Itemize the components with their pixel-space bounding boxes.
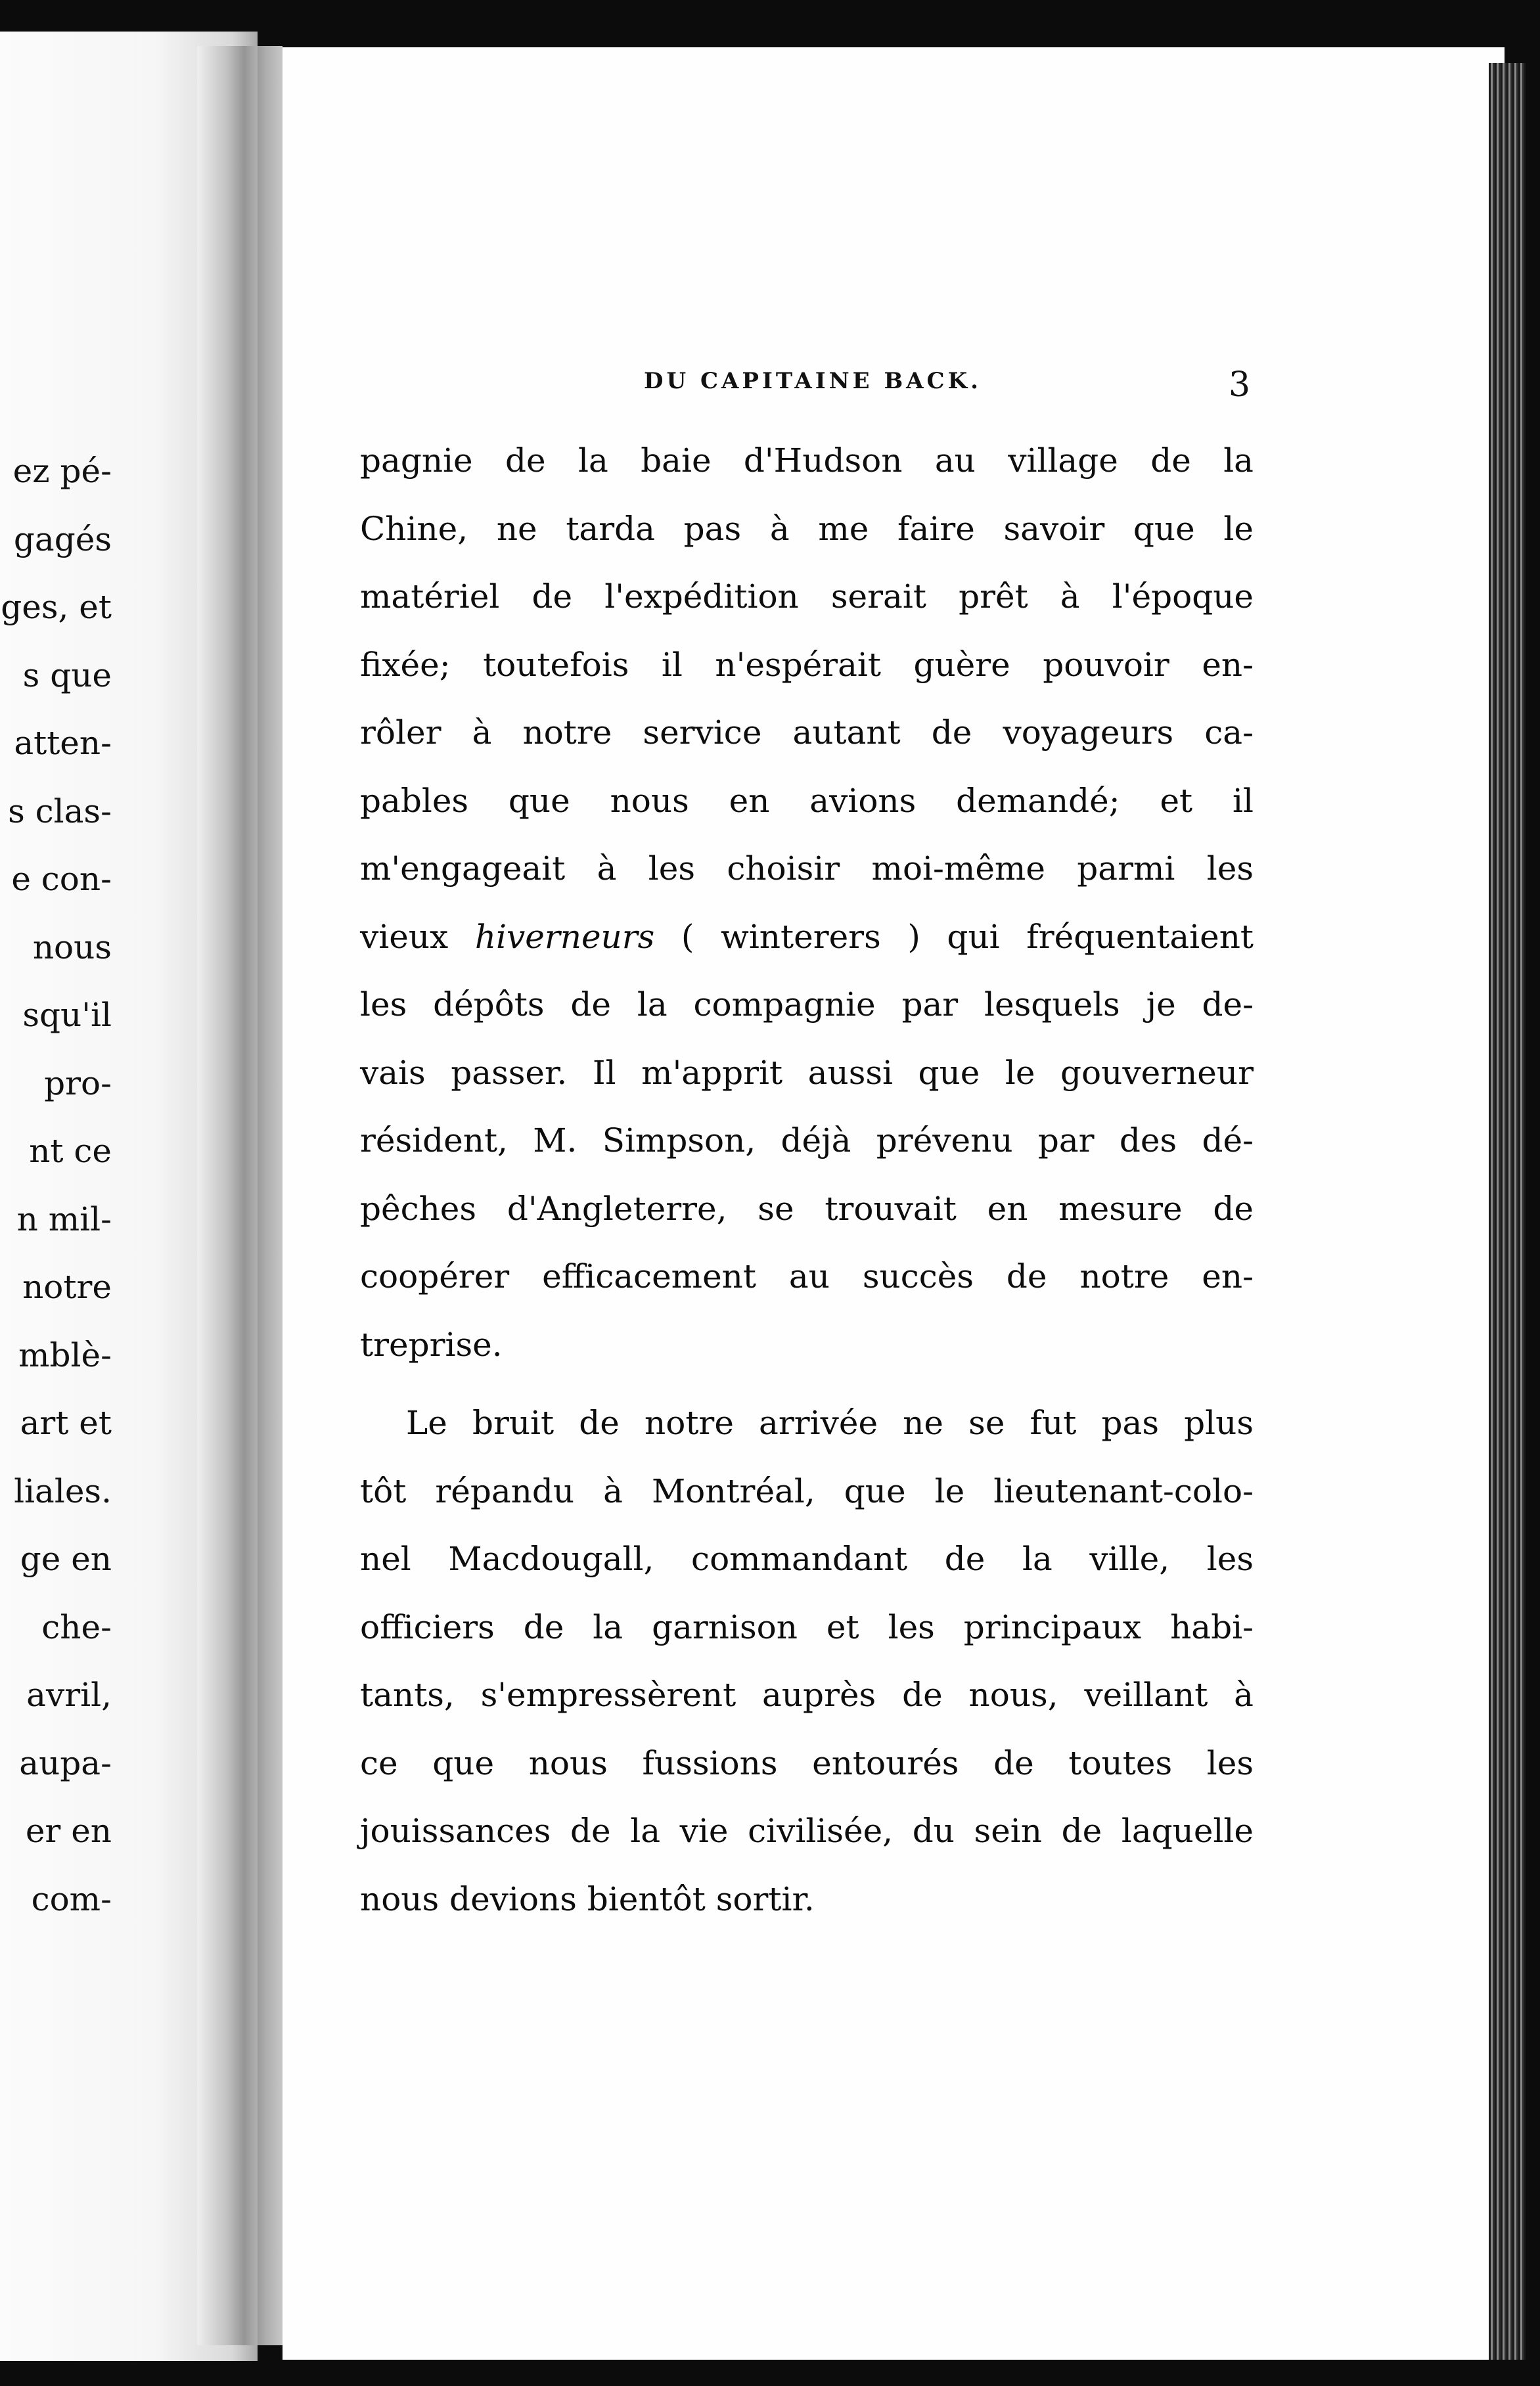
text-line: pêches d'Angleterre, se trouvait en mesure de (360, 1189, 1254, 1228)
book-gutter (197, 46, 283, 2345)
text-line: Le bruit de notre arrivée ne se fut pas plus (406, 1404, 1254, 1442)
text-line: ges, et (1, 588, 112, 626)
text-line: pables que nous en avions demandé; et il (360, 781, 1254, 820)
text-line: ce que nous fussions entourés de toutes les (360, 1744, 1254, 1782)
text-line: fixée; toutefois il n'espérait guère pouvoir en- (360, 645, 1254, 684)
text-line: matériel de l'expédition serait prêt à l'époque (360, 577, 1254, 616)
running-head: DU CAPITAINE BACK. (644, 368, 982, 394)
text-line: ez pé- (12, 452, 112, 490)
text-line: ge en (20, 1540, 112, 1578)
text-line: notre (22, 1268, 112, 1306)
italic-word: hiverneurs (474, 917, 655, 956)
text-line: pagnie de la baie d'Hudson au village de la (360, 441, 1254, 480)
text-line: tôt répandu à Montréal, que le lieutenant-colo- (360, 1472, 1254, 1510)
text-line: squ'il (22, 996, 112, 1034)
text-line: er en (25, 1812, 112, 1850)
text-line: s clas- (8, 792, 112, 830)
body-text (360, 427, 1254, 1933)
text-line: com- (31, 1880, 112, 1918)
text-line: les dépôts de la compagnie par lesquels je de- (360, 985, 1254, 1024)
text-line: avril, (26, 1676, 112, 1714)
text-line: Chine, ne tarda pas à me faire savoir que le (360, 509, 1254, 548)
text-line: che- (41, 1608, 112, 1646)
text-line: m'engageait à les choisir moi-même parmi les (360, 849, 1254, 888)
text-line: nous devions bientôt sortir. (360, 1880, 815, 1918)
text-line: e con- (11, 860, 112, 898)
text-line: jouissances de la vie civilisée, du sein de laquelle (360, 1812, 1254, 1850)
left-page-text (0, 438, 112, 1933)
text-line: coopérer efficacement au succès de notre en- (360, 1257, 1254, 1295)
text-segment: vieux (360, 917, 475, 956)
scan-border (0, 2361, 1540, 2386)
text-line: résident, M. Simpson, déjà prévenu par des dé- (360, 1121, 1254, 1159)
page-edges (1489, 63, 1526, 2360)
text-line: nous (32, 928, 112, 966)
paragraph-break (360, 1379, 1254, 1389)
text-line: liales. (14, 1472, 112, 1510)
text-line: nel Macdougall, commandant de la ville, les (360, 1540, 1254, 1578)
text-line: art et (20, 1404, 112, 1442)
text-line: mblè- (18, 1336, 112, 1374)
text-line-with-italic (360, 903, 1254, 972)
text-segment: ( winterers ) qui fréquentaient (654, 917, 1254, 956)
text-line: aupa- (19, 1744, 112, 1782)
text-line: pro- (44, 1064, 112, 1102)
text-line: treprise. (360, 1325, 503, 1364)
page-number: 3 (1229, 365, 1251, 405)
text-line: rôler à notre service autant de voyageurs ca- (360, 713, 1254, 752)
text-line: nt ce (29, 1132, 112, 1170)
text-line: s que (22, 656, 112, 694)
text-line: officiers de la garnison et les principaux habi- (360, 1608, 1254, 1646)
text-line: atten- (14, 724, 112, 762)
text-line: tants, s'empressèrent auprès de nous, veillant à (360, 1676, 1254, 1714)
text-line: n mil- (16, 1200, 112, 1238)
text-line: vais passer. Il m'apprit aussi que le gouverneur (360, 1053, 1254, 1092)
text-line: gagés (13, 520, 112, 558)
